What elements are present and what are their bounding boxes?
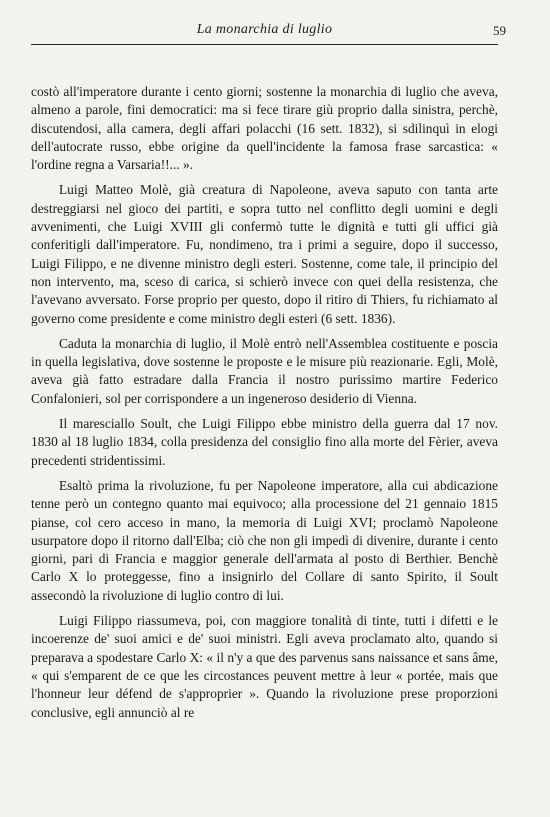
paragraph-soult: Il maresciallo Soult, che Luigi Filippo ebbe ministro della guerra dal 17 nov. 1830 al 18 luglio 1834, colla presidenza del consiglio fino alla morte del Fèrier, aveva precedenti stridentissimi.	[31, 416, 498, 468]
paragraph-continuation: costò all'imperatore durante i cento giorni; sostenne la monarchia di luglio che aveva, almeno a parole, fini democratici: ma si fece tirare giù proprio dalla sinistra, perchè, discutendosi, alla camera, degli affari polacchi (16 sett. 1832), si sdilinquì in elogi dell'autocrate russo, ebbe origine da quell'incidente la famosa frase sarcastica: « l'ordine regna a Varsaria!!... ».	[31, 84, 498, 173]
body-text	[31, 83, 498, 722]
paragraph-mole: Luigi Matteo Molè, già creatura di Napoleone, aveva saputo con tanta arte destreggiarsi nel gioco dei partiti, e sopra tutto nel conflitto degli uomini e degli avvenimenti, che Luigi XVIII gli confermò tutte le dignità e tutti gli uffici già conferitigli dall'imperatore. Fu, nondimeno, tra i primi a seguire, dopo il successo, Luigi Filippo, e ne divenne ministro degli esteri. Sostenne, come tale, il principio del non intervento, ma, sceso di carica, si schierò invece con quei della resistenza, che l'avevano avversato. Forse proprio per questo, dopo il ritiro di Thiers, fu richiamato al governo come presidente e come ministro degli esteri (6 sett. 1836).	[31, 182, 498, 326]
paragraph-luigi-filippo: Luigi Filippo riassumeva, poi, con maggiore tonalità di tinte, tutti i difetti e le incoerenze de' suoi amici e de' suoi ministri. Egli aveva proclamato alto, quando si preparava a spodestare Carlo X: « il n'y a que des parvenus sans naissance et sans âme, « qui s'emparent de ce que les circostances peuvent mettre à leur « portée, mais que l'honneur leur défend de s'approprier ». Quando la rivoluzione prese proporzioni conclusive, egli annunciò al re	[31, 613, 498, 720]
paragraph-soult-career: Esaltò prima la rivoluzione, fu per Napoleone imperatore, alla cui abdicazione tenne però un contegno quanto mai equivoco; alla processione del 21 gennaio 1815 pianse, col cero acceso in mano, la memoria di Luigi XVI; proclamò Napoleone usurpatore dopo il ritorno dall'Elba; ciò che non gli impedì di divenire, durante i cento giorni, pari di Francia e maggior generale dell'armata al posto di Berthier. Benchè Carlo X lo proteggesse, fino a insignirlo del Collare di santo Spirito, il Soult assecondò la rivoluzione di luglio contro di lui.	[31, 477, 498, 603]
paragraph-mole-assemblea: Caduta la monarchia di luglio, il Molè entrò nell'Assemblea costituente e poscia in quella legislativa, dove sostenne le proposte e le misure più reazionarie. Egli, Molè, aveva già fatto estradare dalla Francia il nostro purissimo martire Federico Confalonieri, sol per corrispondere a un ingeneroso desiderio di Vienna.	[31, 335, 498, 406]
page-number: 59	[493, 23, 506, 38]
running-title: La monarchia di luglio	[196, 22, 333, 37]
running-header	[31, 22, 506, 45]
